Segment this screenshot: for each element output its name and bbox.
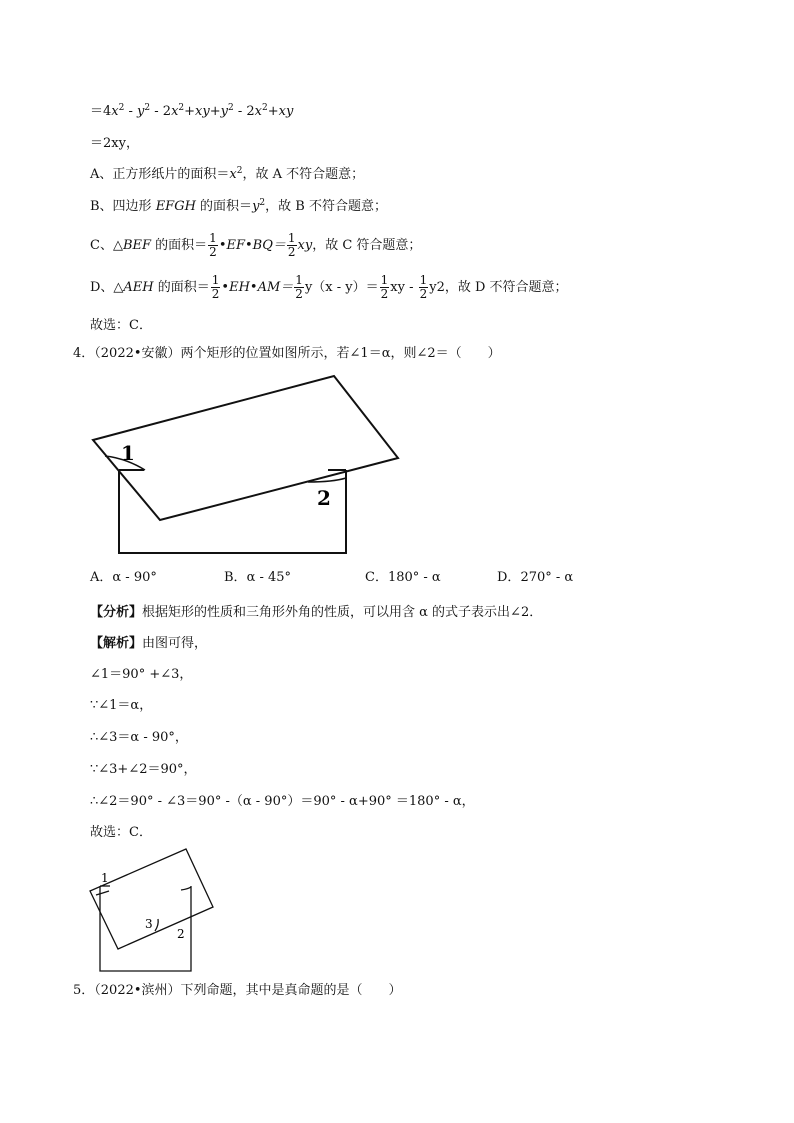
figure-label-3: 3 [145,917,153,931]
prev-answer: 故选：C． [90,318,152,333]
question-4-figure [85,370,415,560]
figure-label-1: 1 [121,441,135,465]
fraction-half: $\frac{1}{2}$ [380,273,389,301]
fraction-half: $\frac{1}{2}$ [287,231,296,259]
choice-d: D．270° - α [497,570,574,585]
solution-step: ∵∠1＝α， [90,698,153,713]
fraction-half: $\frac{1}{2}$ [211,273,220,301]
figure-label-1: 1 [101,871,109,885]
figure-label-2: 2 [317,486,331,510]
question-4-solution-figure [85,845,220,975]
option-d-analysis: D、△AEH 的面积＝ $\frac{1}{2}$ •EH•AM＝ $\frac{1}{2}$ y（x - y）＝ $\frac{1}{2}$ xy - $\frac{1}{2}$ y2，故 D 不符合题意； [90,273,568,301]
figure-label-2: 2 [177,927,185,941]
choice-c: C．180° - α [365,570,441,585]
question-4-answer: 故选：C． [90,825,152,840]
question-4-solution-intro: 【解析】由图可得， [90,636,208,651]
option-c-analysis: C、△BEF 的面积＝ $\frac{1}{2}$ •EF•BQ＝ $\frac{1}{2}$ xy，故 C 符合题意； [90,231,422,259]
question-5-stem: 5．（2022•滨州）下列命题，其中是真命题的是（ ） [73,983,402,998]
tilted-rectangle [93,376,398,520]
angle-2-arc [181,887,191,890]
fraction-half: $\frac{1}{2}$ [209,231,217,259]
question-4-stem: 4．（2022•安徽）两个矩形的位置如图所示，若∠1＝α，则∠2＝（ ） [73,346,501,361]
solution-line-2: ＝2xy， [90,136,139,151]
choice-b: B．α - 45° [224,570,292,585]
fraction-half: $\frac{1}{2}$ [419,273,428,301]
solution-step: ∴∠3＝α - 90°， [90,730,188,745]
question-4-choices [90,570,573,586]
choice-a: A．α - 90° [90,570,157,585]
angle-3-arc [155,919,158,931]
option-b-analysis: B、四边形 EFGH 的面积$=y^2$，故 B 不符合题意； [90,198,387,214]
question-4-analysis: 【分析】根据矩形的性质和三角形外角的性质，可以用含 α 的式子表示出∠2． [90,605,543,620]
solution-step: ∠1＝90° +∠3， [90,667,193,682]
solution-step: ∴∠2＝90° - ∠3＝90° -（α - 90°）＝90° - α+90° ＝180° - α， [90,794,475,809]
fraction-half: $\frac{1}{2}$ [295,273,303,301]
angle-1-arc [96,891,109,895]
solution-step: ∵∠3+∠2＝90°， [90,762,197,777]
tilted-rectangle [90,849,213,949]
solution-line-1: $=4x^2 - y^2 - 2x^2+xy+y^2 - 2x^2+xy$ [90,103,294,119]
option-a-analysis: A、正方形纸片的面积$=x^2$，故 A 不符合题意； [90,166,365,182]
